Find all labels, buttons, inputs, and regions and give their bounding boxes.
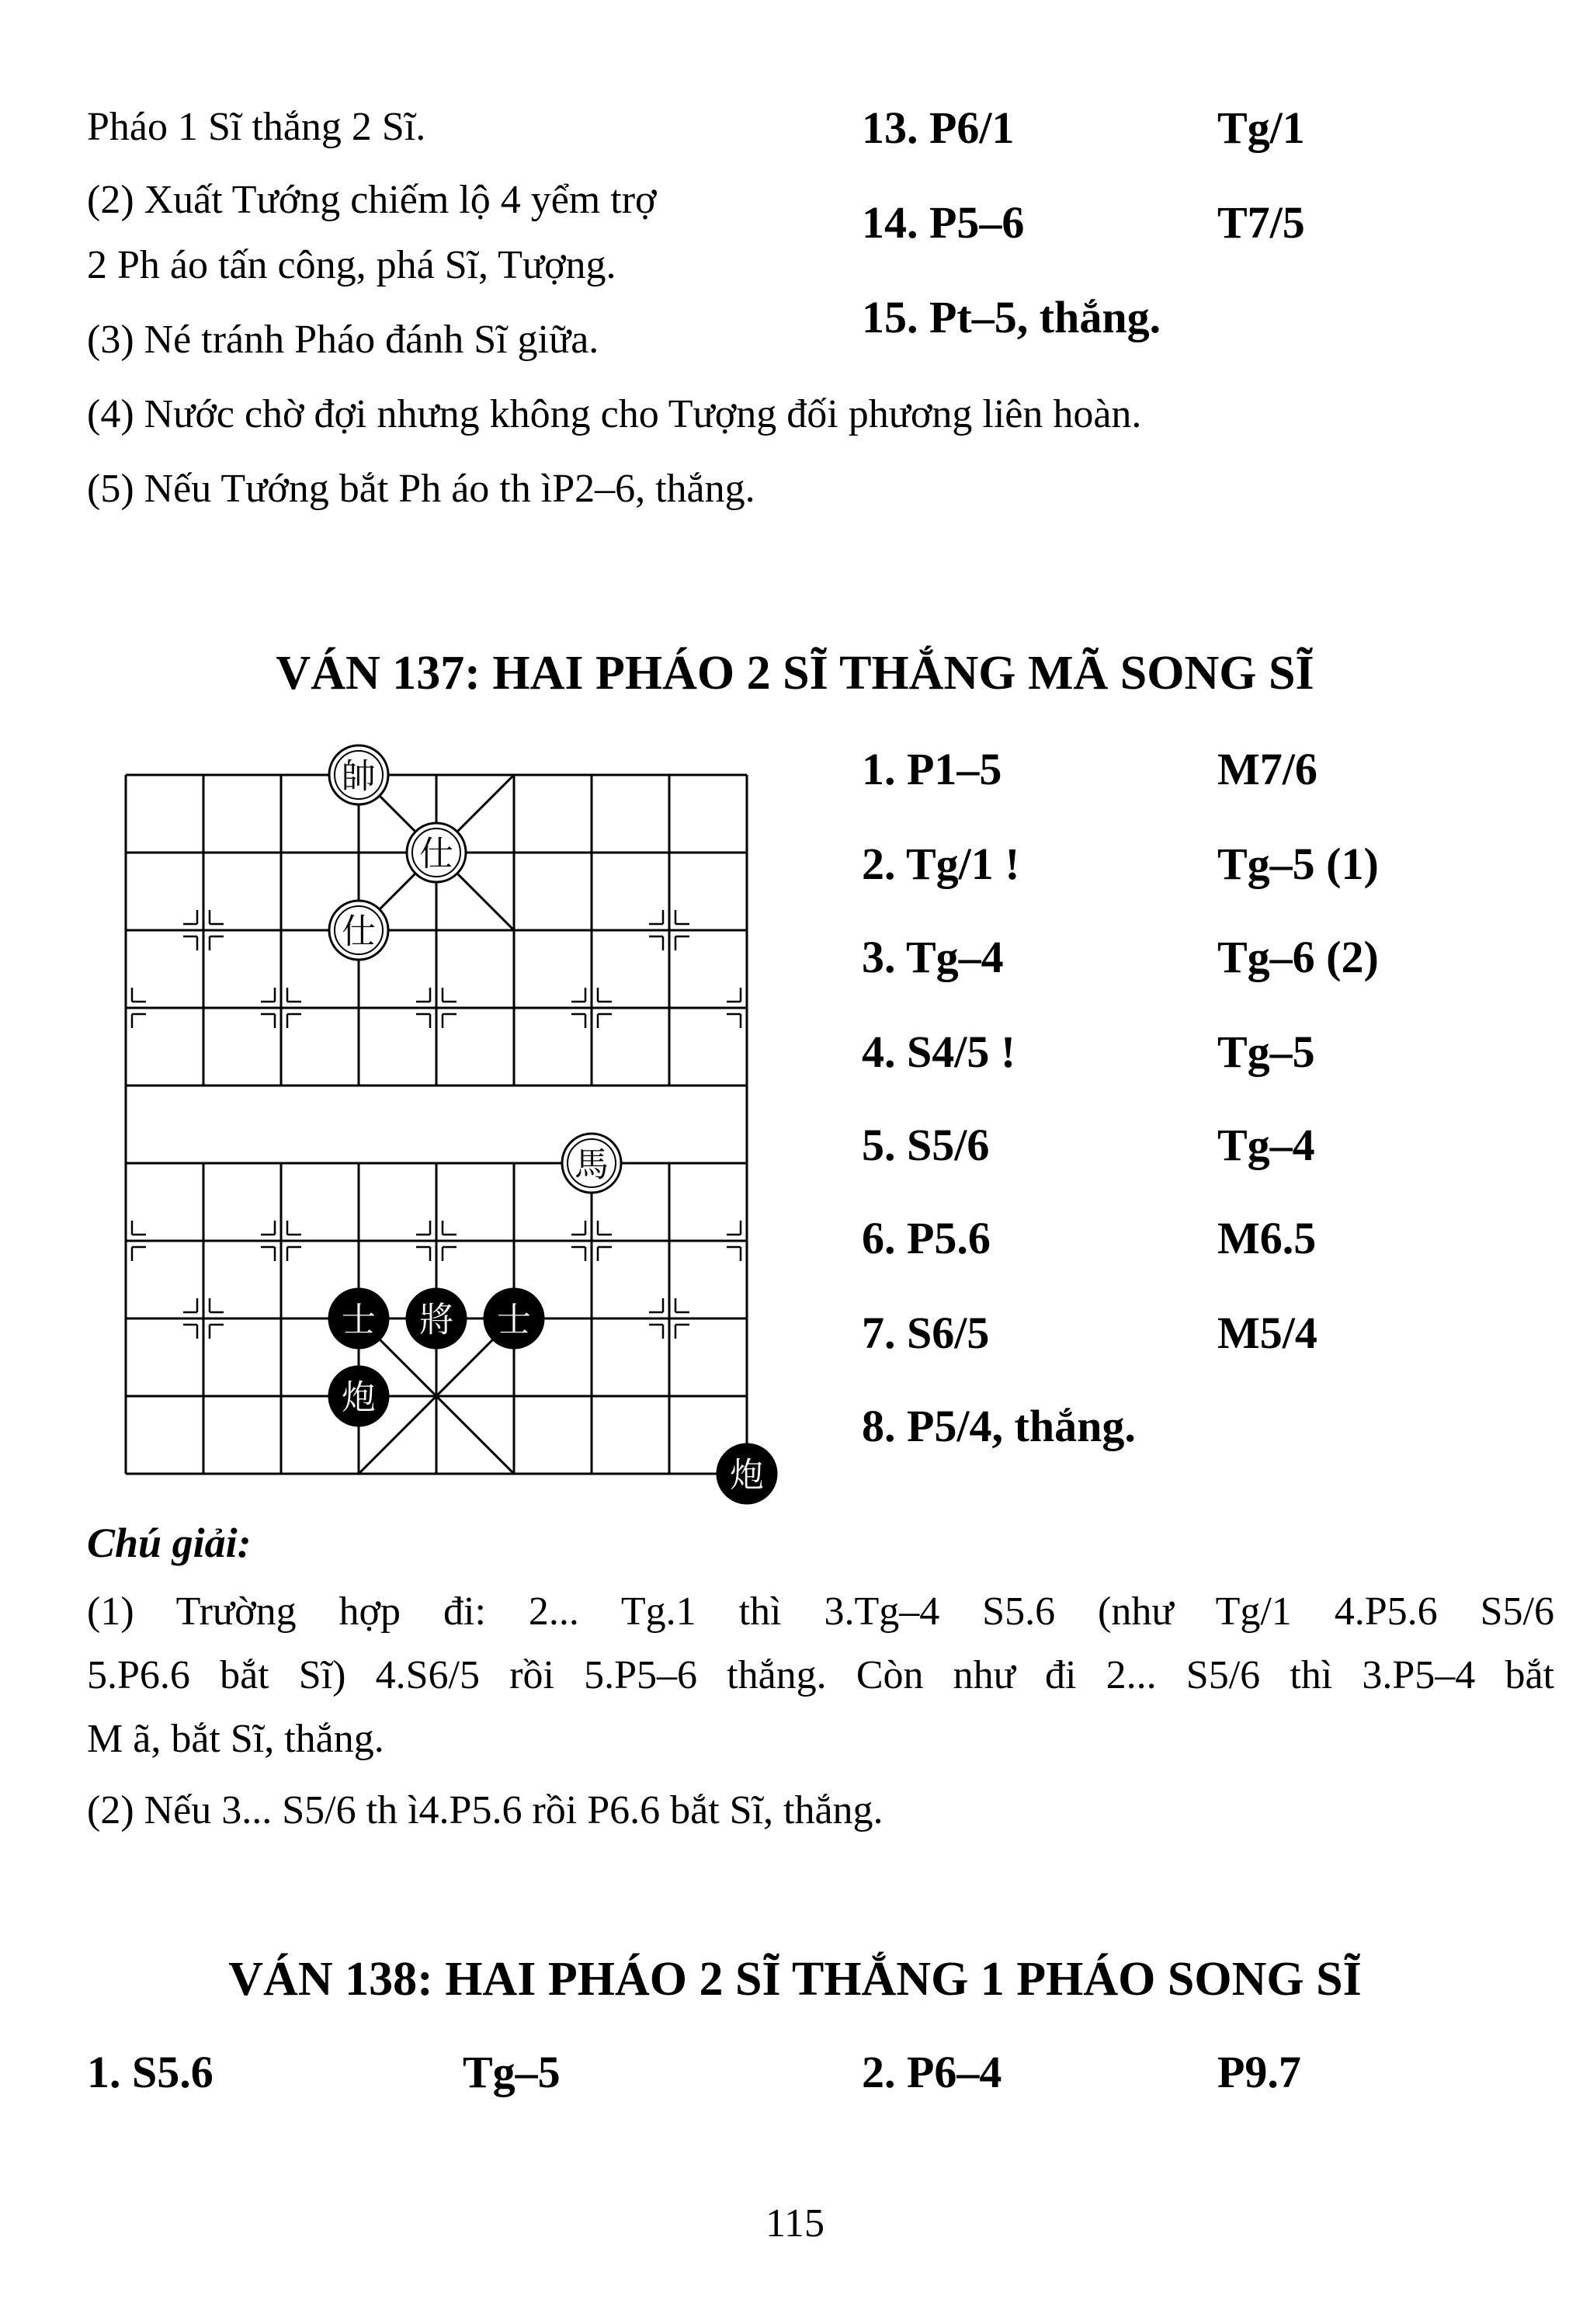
text-line: (4) Nước chờ đợi nhưng không cho Tượng đối phương liên hoàn. <box>87 392 1142 436</box>
notes-title: Chú giải: <box>87 1520 252 1566</box>
move-black: Tg–4 <box>1217 1120 1315 1170</box>
piece-label: 將 <box>419 1300 453 1340</box>
move-white: 13. P6/1 <box>862 102 1015 153</box>
move-white: 15. Pt–5, thắng. <box>862 292 1161 342</box>
move-white: 1. P1–5 <box>862 744 1002 794</box>
move-black: Tg–5 (1) <box>1217 839 1379 889</box>
piece-label: 炮 <box>342 1377 376 1418</box>
game-137-title: VÁN 137: HAI PHÁO 2 SĨ THẮNG MÃ SONG SĨ <box>276 647 1314 700</box>
move-white: 4. S4/5 ! <box>862 1027 1016 1077</box>
note-line: (2) Nếu 3... S5/6 th ì4.P5.6 rồi P6.6 bắt Sĩ, thắng. <box>87 1788 884 1832</box>
move-black: Tg/1 <box>1217 102 1305 153</box>
move-white: 7. S6/5 <box>862 1308 990 1358</box>
move-white: 3. Tg–4 <box>862 932 1004 982</box>
text-line: (2) Xuất Tướng chiếm lộ 4 yểm trợ <box>87 178 657 222</box>
move-black: M6.5 <box>1217 1213 1317 1263</box>
text-line: 2 Ph áo tấn công, phá Sĩ, Tượng. <box>87 243 616 287</box>
text-line: (5) Nếu Tướng bắt Ph áo th ìP2–6, thắng. <box>87 467 755 511</box>
page-number: 115 <box>765 2201 825 2246</box>
move-white: 5. S5/6 <box>862 1120 990 1170</box>
note-line: M ã, bắt Sĩ, thắng. <box>87 1717 384 1761</box>
move-black: Tg–6 (2) <box>1217 932 1379 982</box>
move-white: 1. S5.6 <box>87 2047 214 2097</box>
text-line: Pháo 1 Sĩ thắng 2 Sĩ. <box>87 105 426 149</box>
move-black: M7/6 <box>1217 744 1317 794</box>
move-white: 2. P6–4 <box>862 2047 1002 2097</box>
game-138-title: VÁN 138: HAI PHÁO 2 SĨ THẮNG 1 PHÁO SONG SĨ <box>228 1953 1362 2006</box>
note-line: 5.P6.6 bắt Sĩ) 4.S6/5 rồi 5.P5–6 thắng. Còn như đi 2... S5/6 thì 3.P5–4 bắt <box>87 1653 1554 1697</box>
move-white: 14. P5–6 <box>862 197 1025 248</box>
move-black: Tg–5 <box>1217 1027 1315 1077</box>
move-black: T7/5 <box>1217 197 1305 248</box>
text-line: (3) Né tránh Pháo đánh Sĩ giữa. <box>87 318 599 362</box>
piece-label: 馬 <box>575 1145 609 1185</box>
move-black: P9.7 <box>1217 2047 1301 2097</box>
piece-label: 士 <box>497 1300 531 1340</box>
move-black: Tg–5 <box>463 2047 561 2097</box>
piece-label: 帥 <box>342 756 376 797</box>
piece-label: 仕 <box>342 912 376 952</box>
move-white: 2. Tg/1 ! <box>862 839 1020 889</box>
piece-label: 仕 <box>419 834 453 874</box>
note-line: (1) Trường hợp đi: 2... Tg.1 thì 3.Tg–4 S5.6 (như Tg/1 4.P5.6 S5/6 <box>87 1589 1554 1634</box>
piece-label: 士 <box>342 1300 376 1340</box>
move-black: M5/4 <box>1217 1308 1317 1358</box>
piece-label: 炮 <box>730 1455 764 1495</box>
move-white: 6. P5.6 <box>862 1213 991 1263</box>
move-white: 8. P5/4, thắng. <box>862 1401 1136 1451</box>
